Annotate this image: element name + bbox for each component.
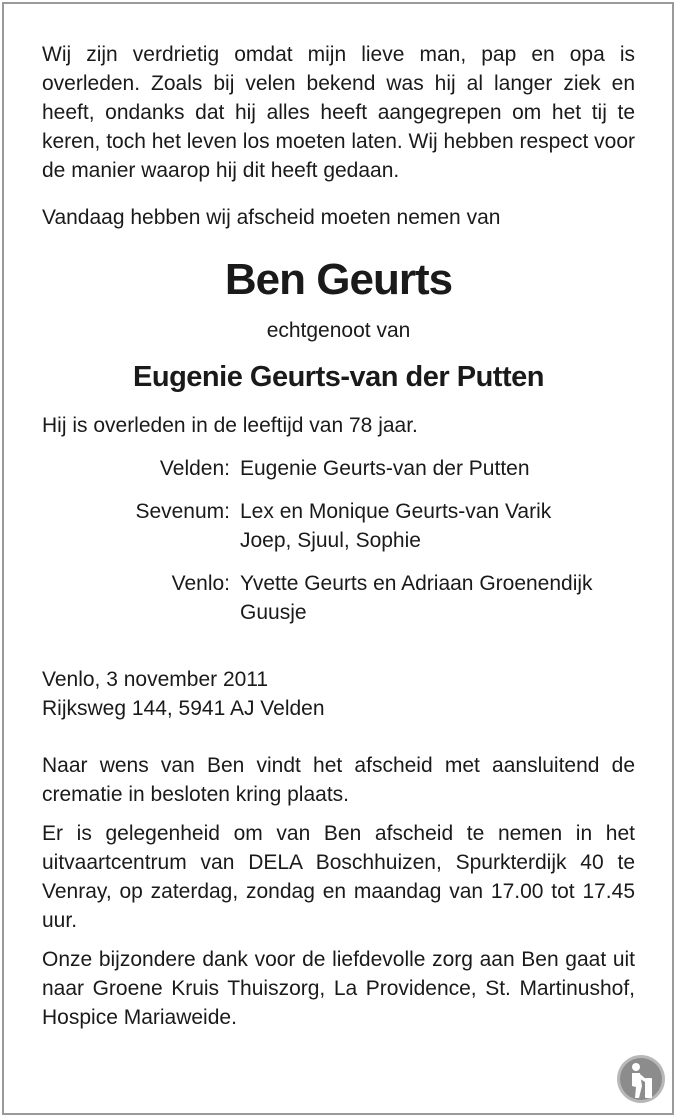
cremation-paragraph: Naar wens van Ben vindt het afscheid met aansluitend de crematie in besloten kring plaats.	[42, 754, 635, 806]
memorial-logo-icon	[616, 1052, 666, 1106]
family-member-line: Yvette Geurts en Adriaan Groenendijk	[240, 572, 593, 595]
home-address: Rijksweg 144, 5941 AJ Velden	[42, 697, 325, 720]
family-list	[42, 454, 635, 627]
visitation-paragraph: Er is gelegenheid om van Ben afscheid te nemen in het uitvaartcentrum van DELA Boschhuizen, Spurkterdijk 40 te Venray, op zaterdag, zondag en maandag van 17.00 tot 17.45 uur.	[42, 822, 635, 932]
family-member-line: Lex en Monique Geurts-van Varik	[240, 500, 552, 523]
obituary-notice	[42, 40, 635, 1032]
family-group-sevenum	[42, 497, 635, 555]
family-place: Velden:	[159, 457, 230, 480]
thanks-paragraph: Onze bijzondere dank voor de liefdevolle zorg aan Ben gaat uit naar Groene Kruis Thuiszorg, La Providence, St. Martinushof, Hospice Mariaweide.	[42, 948, 635, 1029]
farewell-line: Vandaag hebben wij afscheid moeten nemen van	[42, 206, 501, 229]
family-group-venlo	[42, 569, 635, 627]
family-place: Sevenum:	[135, 500, 230, 523]
age-line: Hij is overleden in de leeftijd van 78 jaar.	[42, 414, 418, 437]
place-date: Venlo, 3 november 2011	[42, 668, 269, 691]
family-member-line: Joep, Sjuul, Sophie	[240, 529, 421, 552]
intro-paragraph: Wij zijn verdrietig omdat mijn lieve man, pap en opa is overleden. Zoals bij velen bekend was hij al langer ziek en heeft, ondanks dat hij alles heeft aangegrepen om het tij te keren, toch het leven los moeten laten. Wij hebben respect voor de manier waarop hij dit heeft gedaan.	[42, 43, 636, 182]
family-member-line: Eugenie Geurts-van der Putten	[240, 457, 530, 480]
family-group-velden	[42, 454, 635, 483]
family-place: Venlo:	[171, 572, 230, 595]
deceased-name: Ben Geurts	[224, 255, 453, 304]
spouse-name: Eugenie Geurts-van der Putten	[133, 361, 544, 393]
spouse-label: echtgenoot van	[266, 319, 411, 342]
family-member-line: Guusje	[240, 601, 307, 624]
